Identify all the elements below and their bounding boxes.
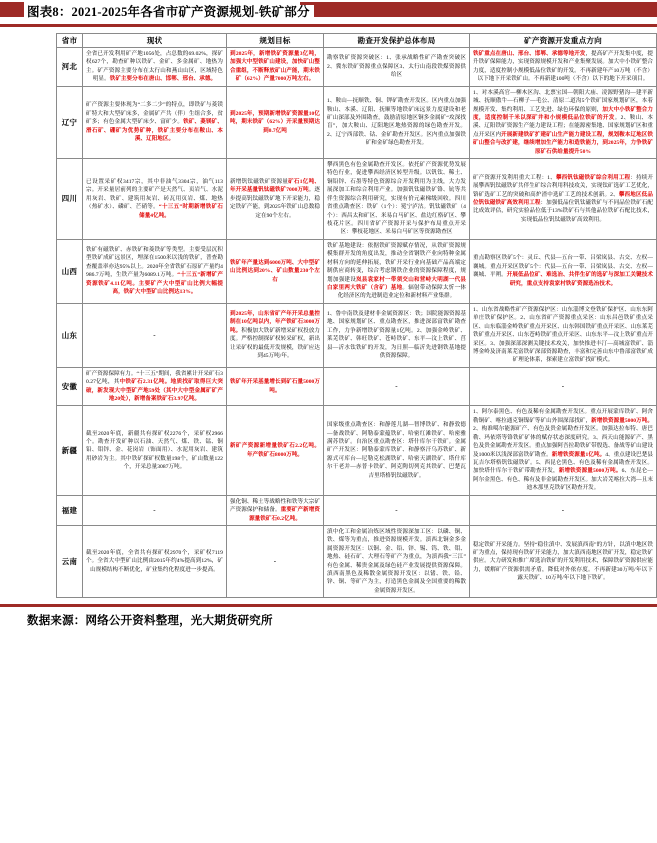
cell-text-segment: 到2025年，新增铁矿资源量3亿吨，加强大中型铁矿山建设，加快矿山整合重组，不断释放矿山产能，期末铁矿（62%）产量7000万吨左右。 bbox=[230, 51, 320, 83]
cell-direction bbox=[470, 406, 657, 495]
cell-text-segment: 6、东昆仑—阿尔金黑色、有色、稀有及非金属勘查开发区。加大岩芜喀拉大湾—且末迪木那里克铁矿区勘查开发。 bbox=[473, 468, 653, 492]
cell-text-segment: 铁矿有磁铁矿、赤铁矿和菱铁矿等类型。主要受层沉积型铁矿成矿远景区，埋深在1500米以浅的铁矿，普查勘查覆盖率亦达95%以上。2020年全省铁矿石原矿产量约4986.7万吨，生铁产量为6089.1万吨。 bbox=[86, 247, 223, 279]
cell-text-segment: “十三五”新增矿产资源铁矿4.11亿吨。主要矿产大中型矿山比例大幅提高，铁矿大中型矿山比例达13%。 bbox=[86, 272, 223, 296]
cell-text-segment: 攀西黑色有色金属勘查开发区。依托矿产资源优势发展特色行业，促进攀西经济区转型升级。以钒钛、稀土、铜铅锌、石墨等特色资源综合开发利用为主线，大力发展深加工和综合利用产业。加强钒钛磁铁矿铬、钪等共伴生资源综合利用研究，实现有价元素梯级回收。四川省重点勘查区：铁矿（1个）：冕宁泸沽。钒钛磁铁矿（4个）：西昌太和矿区、米易白马矿区、盐边红格矿区、攀枝花片区。四川省矿产资源开采与保护布局重点开采区：攀枝花地区、米易白马矿区等资源勘查区 bbox=[327, 162, 466, 236]
cell-text-segment: 铁矿主要分布在唐山、邯郸、邢台、承德。 bbox=[109, 76, 217, 83]
cell-goal bbox=[227, 159, 324, 240]
cell-layout bbox=[324, 406, 470, 495]
cell-province: 山东 bbox=[57, 303, 83, 367]
cell-text-segment: 矿产资源保障有力。“十三五”期间，我省累计开采矿石30.27亿吨，其 bbox=[86, 370, 223, 386]
cell-goal bbox=[227, 86, 324, 158]
cell-direction bbox=[470, 495, 657, 525]
cell-text-segment: 。辐射带动保障太忻一体化经济区的先进制造业定位和新材料产业集群。 bbox=[337, 284, 466, 300]
title-accent-bar-right bbox=[300, 2, 657, 17]
cell-text-segment: 新矿产资源新增量铁矿石2.2亿吨。年产铁矿石8000万吨。 bbox=[230, 443, 320, 458]
cell-text-segment: 稳定铁矿开采能力。坚持“稳住滇中、发展滇西南”的方针，以滇中地区铁矿为重点，保持现有铁矿开采能力，加大滇西南地区铁矿开发，稳定铁矿供应。大力研发和推广席选冶铁矿的开发利用技术，保障铁矿资源供应能力，缓解矿产资源供需矛盾，降低对外依存度。不再新建30万吨/年以下露天铁矿、10万吨/年以下地下铁矿。 bbox=[473, 541, 653, 582]
cell-goal bbox=[227, 239, 324, 303]
cell-text-segment: 重点勘察区铁矿5个：灵丘、代县—五台一带、吕梁岚县、古交、左权—襄城。重点开采区铁矿5个：代县—五台一带、吕梁岚县、古交、左权—襄城、平朔。 bbox=[473, 255, 653, 279]
table-row bbox=[57, 48, 657, 87]
cell-status bbox=[83, 239, 227, 303]
cell-text-segment: 2、构准噶尔能源矿产、有色及贵金属勘查开发区。加强达拉布特、唐巴勒、玛依塔等铬铁矿矿体的赋存状态深度研究。3、西天山能源矿产、黑色及贵金属勘查开发区。重点加强阿吾拉勘铁矿带殷选、备战等矿山建设及1000米以浅深部富铁矿勘查。 bbox=[473, 426, 653, 458]
cell-text-segment: 已设置采矿权3417宗，其中非油气3304宗，油气113宗。开采量居前列的主要矿产是天然气、页岩气、水泥用灰岩、铁矿、建筑用灰岩、砖瓦用页岩、煤、地热（热矿水）、磷矿、芒硝等。 bbox=[86, 178, 223, 211]
cell-text-segment: 1、鲁中南铁及建材非金属资源区：铁；国院能源资源基地、国家规划矿区、重点勘查区，推进深部富铁矿勘查工作，力争新增铁矿资源量1亿吨。2、加强金岭铁矿、莱芜铁矿、韩旺铁矿、苍峙铁矿、东平—汶上铁矿、莒县—沂水钛铁矿的开发，为日照—临沂先进钢铁基地提供资源保障。 bbox=[327, 311, 466, 360]
cell-text-segment: 矿石1亿吨、年开采基量钒钛磁铁矿7000万吨 bbox=[230, 178, 321, 194]
cell-text-segment: - bbox=[395, 382, 398, 391]
cell-text-segment: - bbox=[561, 505, 565, 514]
cell-text-segment: 铁矿、菱镁矿、滑石矿、硼矿为优势矿种，铁矿主要分布在鞍山、本溪、辽阳地区。 bbox=[86, 119, 223, 142]
cell-layout bbox=[324, 367, 470, 406]
cell-text-segment: 到2025年，预期新增铁矿资源量10亿吨，期末铁矿（62%）开采量预期达到0.7亿吨 bbox=[230, 110, 320, 134]
table-row bbox=[57, 239, 657, 303]
cell-text-segment: 攀西钒钛磁铁矿综合利用工程 bbox=[555, 174, 631, 181]
cell-text-segment: 勘察铁矿资源突破区：1、张承战略性矿产勘查突破区2、冀东铁矿资源重点保障区3、太行山南段铁煤资源供给区 bbox=[327, 55, 466, 79]
cell-direction bbox=[470, 86, 657, 158]
cell-status bbox=[83, 525, 227, 597]
cell-text-segment: 攀西地区低品位钒钛磁铁矿高效利用工程 bbox=[473, 191, 653, 206]
table-row bbox=[57, 86, 657, 158]
cell-text-segment: ，提高矿产开发集中度，提升铁矿保障能力，实现资源规模开发和产业集聚发展。加大中小铁矿整合力度，适度控制小规模低品位铁矿的开发。不再新建年产10万吨（不含）以下地下开采铁矿山。不再新建100吨（不含）以下的地下开采项目。 bbox=[473, 51, 653, 83]
cell-text-segment: 1、鞍山—抚顺铁、铜、钾矿勘查开发区。区内重点加强鞍山、本溪、辽阳、抚顺等地铁矿床远景力度建设和老矿山深部及外围勘查，鼓励清原地区铜多金属矿“攻深找盲”，加大鞍山、辽阳地区地热资源的绿色勘查开发。2、辽宁西部铁、钴、金矿勘查开发区。区内重点加强铁矿和金矿绿色勘查开发。 bbox=[327, 98, 466, 147]
cell-text-segment: 中铁矿石2.31亿吨。地质找矿取得巨大突破，新发现大中型矿产地59处（其中大中型金属矿矿产地20处），新增备案铁矿石3.97亿吨。 bbox=[86, 379, 223, 403]
cell-text-segment: 矿产资源开发利用重大工程：1、 bbox=[473, 174, 556, 181]
cell-direction bbox=[470, 525, 657, 597]
cell-text-segment: 国家级重点勘查区：和静莲儿湖—智博铁矿、和静敦德—备战铁矿、阿勒泰蒙蕴铁矿、哈密红滩铁矿、哈密雅满苏铁矿。自治区重点勘查区：塔什库尔干铁矿。金属矿产开发区：阿勒泰蒙库铁矿、和静察汗乌苏铁矿、新源式可库台—尼勒克松湖铁矿、哈密天湖铁矿、塔什库尔干老并—赤普卡铁矿、阿克陶切列克其铁矿、巴楚瓦吉里塔格钒钛磁铁矿。 bbox=[327, 422, 466, 479]
cell-direction bbox=[470, 367, 657, 406]
cell-province: 辽宁 bbox=[57, 86, 83, 158]
cell-text-segment: 全省已开发利用矿产地1056处，占总数的69.02%，探矿权627个，勘查矿种以铁矿、金矿、多金属矿、地热为主。矿产资源主要分布在太行山和燕山山区，区域特色明显。 bbox=[86, 51, 223, 83]
cell-province: 山西 bbox=[57, 239, 83, 303]
cell-text-segment: 加大中小铁矿整合力度，适度控制千米以深矿井和小规模低品位铁矿的开发 bbox=[473, 106, 653, 121]
cell-layout bbox=[324, 303, 470, 367]
column-header-status: 现状 bbox=[83, 34, 227, 48]
cell-text-segment: 重要矿产新增资源量铁矿石0.2亿吨。 bbox=[249, 507, 320, 522]
cell-text-segment: 。逐步提高钒钛磁铁矿地下开采能力，稳定铁矿产能，到2025年铁矿山总数稳定在90个左右。 bbox=[230, 187, 320, 219]
cell-status bbox=[83, 159, 227, 240]
cell-text-segment: 滇中化工和金属冶炼区域性资源深加工区：以磷、铜、铁、煤等为重点，推进资源规模开发。滇西北铜金多金属资源开发区：以铜、金、铅、锌、锡、钨、铁、钼、地热、硅石矿、大理石等矿产为重点，为滇西我“三江”有色金属、稀贵金属及绿色硅产业发展提供资源保障。滇西南黑色及稀散金属资源开发区：以锗、铁、铅、锌、铜、等矿产为主，打造黑色金属及全国重要的稀散金属资源开发区。 bbox=[327, 528, 466, 594]
cell-province: 河北 bbox=[57, 48, 83, 87]
cell-text-segment: 截至2020年底，全省共有探矿权2970个，采矿权7119个。全省大中型矿山比例由2015年约4%提高到12%，矿山规模结构不断优化，矿业集约化程度进一步提高。 bbox=[86, 549, 223, 573]
cell-layout bbox=[324, 495, 470, 525]
cell-status bbox=[83, 406, 227, 495]
cell-goal bbox=[227, 367, 324, 406]
table-row bbox=[57, 367, 657, 406]
cell-goal bbox=[227, 48, 324, 87]
mineral-resource-plan-table bbox=[56, 33, 657, 598]
title-accent-bar-left bbox=[0, 2, 24, 17]
cell-status bbox=[83, 48, 227, 87]
cell-text-segment: 1、对本溪高官—柳木区沟、北票宝国—朝阳大庙、凌源野猪沟—建平新城、抚顺傲牛—石柳子—毛公、清原二道沟5个铁矿国家规划矿区，本着规模开发、集约利用、工艺先进、绿色环保的原则， bbox=[473, 89, 653, 113]
cell-text-segment: 铁矿基地建设：依据铁矿资源赋存情况，从铁矿资源规模集群开发的角度出发，推动全省钢铁产业向特种金属材料方向的延伸拓展，铁矿开采行业向基础产品高端定制供应商转变，综合考虑钢铁企业的资源保障程度，规划加强建设 bbox=[327, 242, 466, 283]
figure-title-block bbox=[0, 0, 657, 22]
cell-text-segment: 铁矿年产量达到6000万吨、大中型矿山比例达到20%、矿山数量230个左右 bbox=[230, 259, 320, 283]
cell-text-segment: “十三五”时期新增铁矿石储量4亿吨。 bbox=[139, 204, 223, 219]
cell-text-segment: 新增铁资源量1亿吨。 bbox=[551, 451, 606, 458]
cell-province: 安徽 bbox=[57, 367, 83, 406]
cell-text-segment: - bbox=[395, 505, 398, 514]
cell-status bbox=[83, 367, 227, 406]
cell-text-segment: ：持续开展攀西钒钛磁铁矿共伴生矿综合利用科技攻关，实现钛矿选矿工艺优化，铬矿选矿工艺的突破和高炉渣中选矿工艺的技术创新。2、 bbox=[473, 174, 653, 198]
cell-direction bbox=[470, 159, 657, 240]
cell-text-segment: - bbox=[153, 330, 156, 339]
column-header-province: 省市 bbox=[57, 34, 83, 48]
table-row bbox=[57, 525, 657, 597]
cell-text-segment: 新增铁资源量5000万吨。 bbox=[591, 417, 653, 424]
source-block bbox=[0, 607, 657, 629]
cell-province: 四川 bbox=[57, 159, 83, 240]
cell-text-segment: 新增铁资源量5000万吨。 bbox=[558, 468, 622, 475]
table-body bbox=[57, 48, 657, 598]
cell-text-segment: 积极加大铁矿新增采矿权投放力度。严格控制探矿权转采矿权，新出让采矿权的最低开发规模，铁矿应达到45万吨/年。 bbox=[230, 327, 321, 360]
cell-text-segment: 新增钒钛磁铁矿资源量 bbox=[230, 178, 289, 185]
cell-text-segment: - bbox=[273, 557, 277, 566]
cell-goal bbox=[227, 406, 324, 495]
table-row bbox=[57, 159, 657, 240]
page-title: 图表8：2021-2025年各省市矿产资源规划-铁矿部分 bbox=[27, 5, 314, 20]
cell-layout bbox=[324, 525, 470, 597]
cell-text-segment: 到2025年，山东省矿产年开采总量控制在10亿吨以内，年产铁矿石3000万吨。 bbox=[230, 311, 320, 334]
cell-text-segment: 铁矿重点在唐山、邢台、邯郸、承德等地开发 bbox=[473, 51, 586, 57]
table-container bbox=[0, 27, 657, 598]
data-source-label: 数据来源：网络公开资料整理，光大期货研究所 bbox=[27, 615, 273, 628]
cell-text-segment: - bbox=[561, 382, 565, 391]
table-row bbox=[57, 303, 657, 367]
cell-text-segment: 铁矿年开采基量增长到矿石量5000万吨。 bbox=[230, 379, 320, 394]
table-row bbox=[57, 495, 657, 525]
cell-layout bbox=[324, 159, 470, 240]
cell-text-segment: 岚县袁家村一带须交山和营峙大明湖一代县白家里两大铁矿（含矿）基地 bbox=[327, 276, 466, 291]
cell-layout bbox=[324, 48, 470, 87]
column-header-goal: 规划目标 bbox=[227, 34, 324, 48]
cell-goal bbox=[227, 495, 324, 525]
cell-status bbox=[83, 86, 227, 158]
cell-text-segment: 开展低品位矿、难选冶、共伴生矿的选矿与深加工关键技术研究，重点支持袁家村铁矿资源选冶技术。 bbox=[506, 272, 653, 287]
cell-text-segment: 矿产资源主要体现为“二多二少”的特点，即铁矿与菱镁矿特大和大型矿床多，金属矿产共（伴）生组合多，贫矿多；有色金属大型矿床少、富矿少。 bbox=[86, 102, 223, 126]
cell-goal bbox=[227, 525, 324, 597]
cell-text-segment: 开展新建铁矿扩建矿山生产能力建设工程，规划鞍本辽地区铁矿山整合与改扩建，继续增加生产能力和造铁能力，到2025年，力争铁矿原矿石供给量提升50% bbox=[473, 131, 654, 155]
cell-goal bbox=[227, 303, 324, 367]
cell-province: 福建 bbox=[57, 495, 83, 525]
cell-direction bbox=[470, 303, 657, 367]
cell-status bbox=[83, 495, 227, 525]
cell-layout bbox=[324, 86, 470, 158]
cell-text-segment: 4、重点建设巴楚县瓦吉尔塔格钒钛磁铁矿。5、西昆仑黑色、有色及稀有金属勘查开发区。加快塔什库尔干铁矿带勘查开发， bbox=[473, 451, 653, 475]
table-header-row bbox=[57, 34, 657, 48]
cell-direction bbox=[470, 239, 657, 303]
column-header-direction: 矿产资源开发重点方向 bbox=[470, 34, 657, 48]
cell-text-segment: 1、阿尔泰黑色、有色及稀有金属勘查开发区。重点开展蒙库铁矿、阿舍勒铜矿、喀拉通克铜镍矿等矿山外围深部找矿， bbox=[473, 409, 653, 424]
cell-province: 新疆 bbox=[57, 406, 83, 495]
cell-layout bbox=[324, 239, 470, 303]
table-row bbox=[57, 406, 657, 495]
cell-text-segment: 强化铜、稀土等战略性和铁等大宗矿产资源保护和储备。 bbox=[230, 498, 320, 514]
cell-text-segment: 截至2020年底，新疆共有探矿权2276个，采矿权2966个。勘查开发矿种以石油、天然气、煤、铁、锰、铜铅、钼锌、金、花岗岩（饰面用）、水泥用灰岩、建筑用砂岩为主。其中铁矿探矿权数量198个，矿山数量122个，开采总量3087万吨。 bbox=[86, 430, 223, 471]
cell-text-segment: 1、山东省战略性矿产资源保护区：山东淄博文登铁矿保护区、山东东阿单庄铁矿保护区。2、山东省矿产资源重点采区：山东昌邑铁矿重点采区、山东临淄金岭铁矿重点开采区、山东韩国铁矿重点开采区、山东莱芜铁矿重点开采区、山东苍峙铁矿重点开采区、山东东平—汶上铁矿重点开采区。3、加强深部深测关键技术攻关，加快推进丰汀—高城富铁矿、淄博金岭及济南莱芜富铁矿深部资源勘查，丰富和完善山东中鲁部富铁矿成矿理论体系，探索建立富铁矿找矿模式。 bbox=[473, 306, 653, 364]
cell-province: 云南 bbox=[57, 525, 83, 597]
cell-status bbox=[83, 303, 227, 367]
cell-direction bbox=[470, 48, 657, 87]
cell-text-segment: - bbox=[153, 505, 156, 514]
table-header bbox=[57, 34, 657, 48]
cell-text-segment: ：加强低品位钒钛磁铁矿与不同品位铁矿石配比成效评估，研究实验品位低于13%铁矿石与其他品位铁矿石配比技术，实现低品位钒钛磁铁矿高效利用。 bbox=[473, 199, 653, 223]
column-header-layout: 勘查开发保护总体布局 bbox=[324, 34, 470, 48]
cell-text-segment: 。2、鞍山、本溪、辽阳铁矿资源生产能力建设工程；在能源密集地、国家规划矿区和重点开采区内 bbox=[473, 114, 654, 138]
